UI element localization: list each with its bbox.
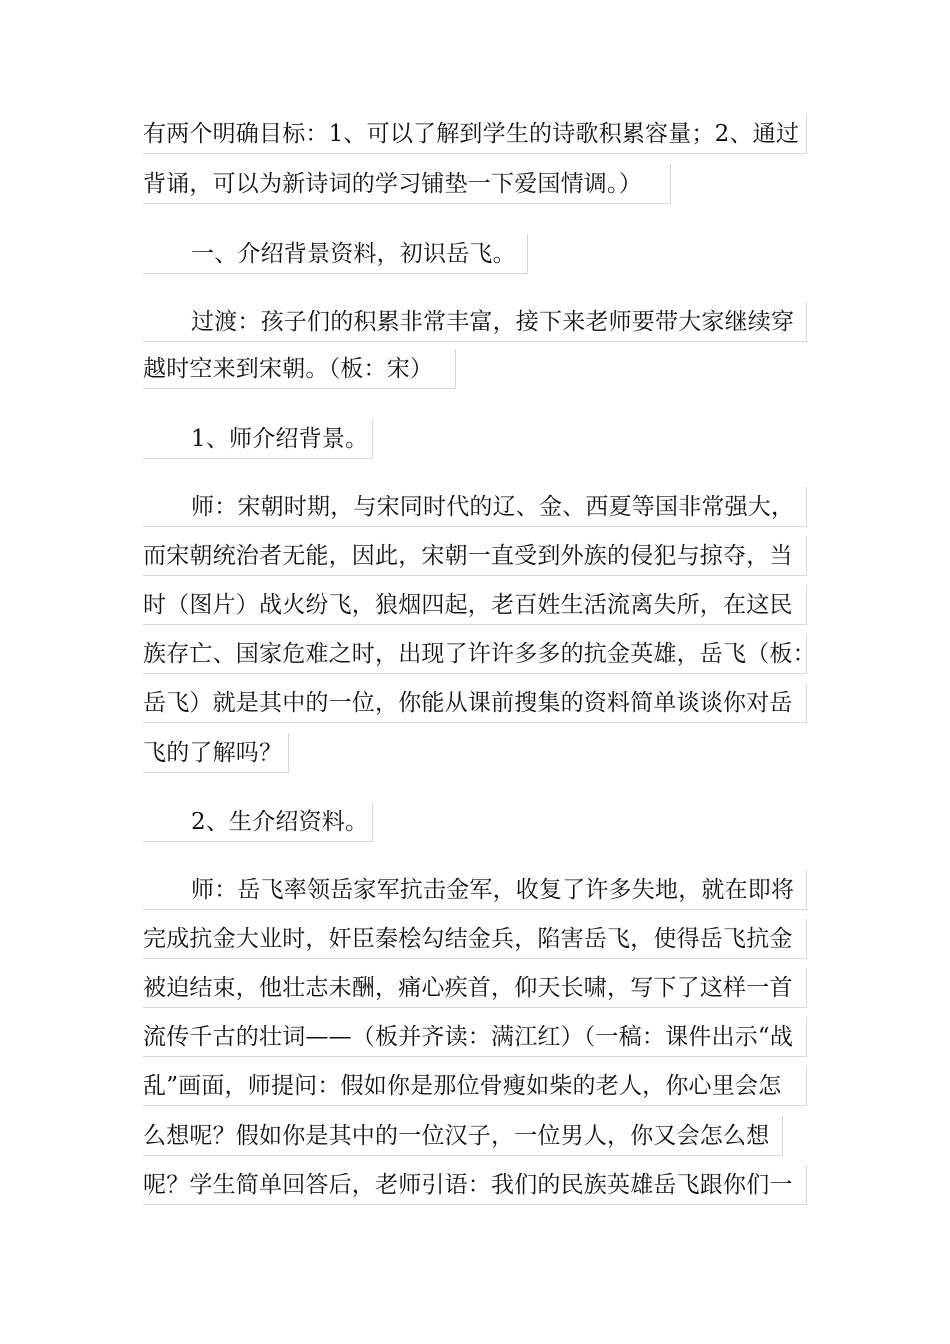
line-text: 过渡：孩子们的积累非常丰富，接下来老师要带大家继续穿 (191, 309, 795, 335)
line-text: 背诵，可以为新诗词的学习铺垫一下爱国情调。） (143, 171, 642, 197)
text-line (143, 1116, 783, 1156)
line-text: 乱”画面，师提问：假如你是那位骨瘦如柴的老人，你心里会怎 (143, 1073, 782, 1099)
text-line (143, 585, 807, 625)
line-text: 完成抗金大业时，奸臣秦桧勾结金兵，陷害岳飞，使得岳飞抗金 (143, 926, 793, 952)
line-text: 师：岳飞率领岳家军抗击金军，收复了许多失地，就在即将 (191, 877, 795, 903)
text-line (143, 733, 289, 773)
text-line (143, 1066, 807, 1106)
text-line (143, 164, 671, 204)
line-text: 而宋朝统治者无能，因此，宋朝一直受到外族的侵犯与掠夺，当 (143, 543, 793, 569)
text-line (143, 919, 807, 959)
text-line (143, 487, 807, 527)
heading-line (143, 234, 528, 274)
line-text: 流传千古的壮词——（板并齐读：满江红）（一稿：课件出示“战 (143, 1024, 794, 1050)
line-text: 呢？学生简单回答后，老师引语：我们的民族英雄岳飞跟你们一 (143, 1172, 793, 1198)
line-text: 被迫结束，他壮志未酬，痛心疾首，仰天长啸，写下了这样一首 (143, 975, 793, 1001)
heading-text: 2、生介绍资料。 (191, 809, 369, 835)
text-line (143, 870, 807, 910)
text-line (143, 1165, 807, 1205)
heading-text: 一、介绍背景资料，初识岳飞。 (191, 241, 516, 267)
text-line (143, 349, 456, 389)
line-text: 飞的了解吗？ (143, 740, 283, 766)
line-text: 么想呢？假如你是其中的一位汉子，一位男人，你又会怎么想 (143, 1123, 770, 1149)
line-text: 越时空来到宋朝。（板：宋） (143, 356, 434, 382)
text-line (143, 302, 807, 342)
heading-line (143, 802, 373, 842)
line-text: 岳飞）就是其中的一位，你能从课前搜集的资料简单谈谈你对岳 (143, 690, 793, 716)
text-line (143, 536, 807, 576)
text-line (143, 1017, 807, 1057)
line-text: 师：宋朝时期，与宋同时代的辽、金、西夏等国非常强大， (191, 494, 795, 520)
text-line (143, 634, 816, 674)
heading-text: 1、师介绍背景。 (191, 426, 369, 452)
line-text: 族存亡、国家危难之时，出现了许许多多的抗金英雄，岳飞（板： (143, 641, 816, 667)
text-line (143, 968, 807, 1008)
heading-line (143, 419, 373, 459)
text-line (143, 683, 807, 723)
line-text: 时（图片）战火纷飞，狼烟四起，老百姓生活流离失所，在这民 (143, 592, 793, 618)
line-text: 有两个明确目标：1、可以了解到学生的诗歌积累容量；2、通过 (143, 121, 800, 147)
text-line (143, 114, 807, 154)
